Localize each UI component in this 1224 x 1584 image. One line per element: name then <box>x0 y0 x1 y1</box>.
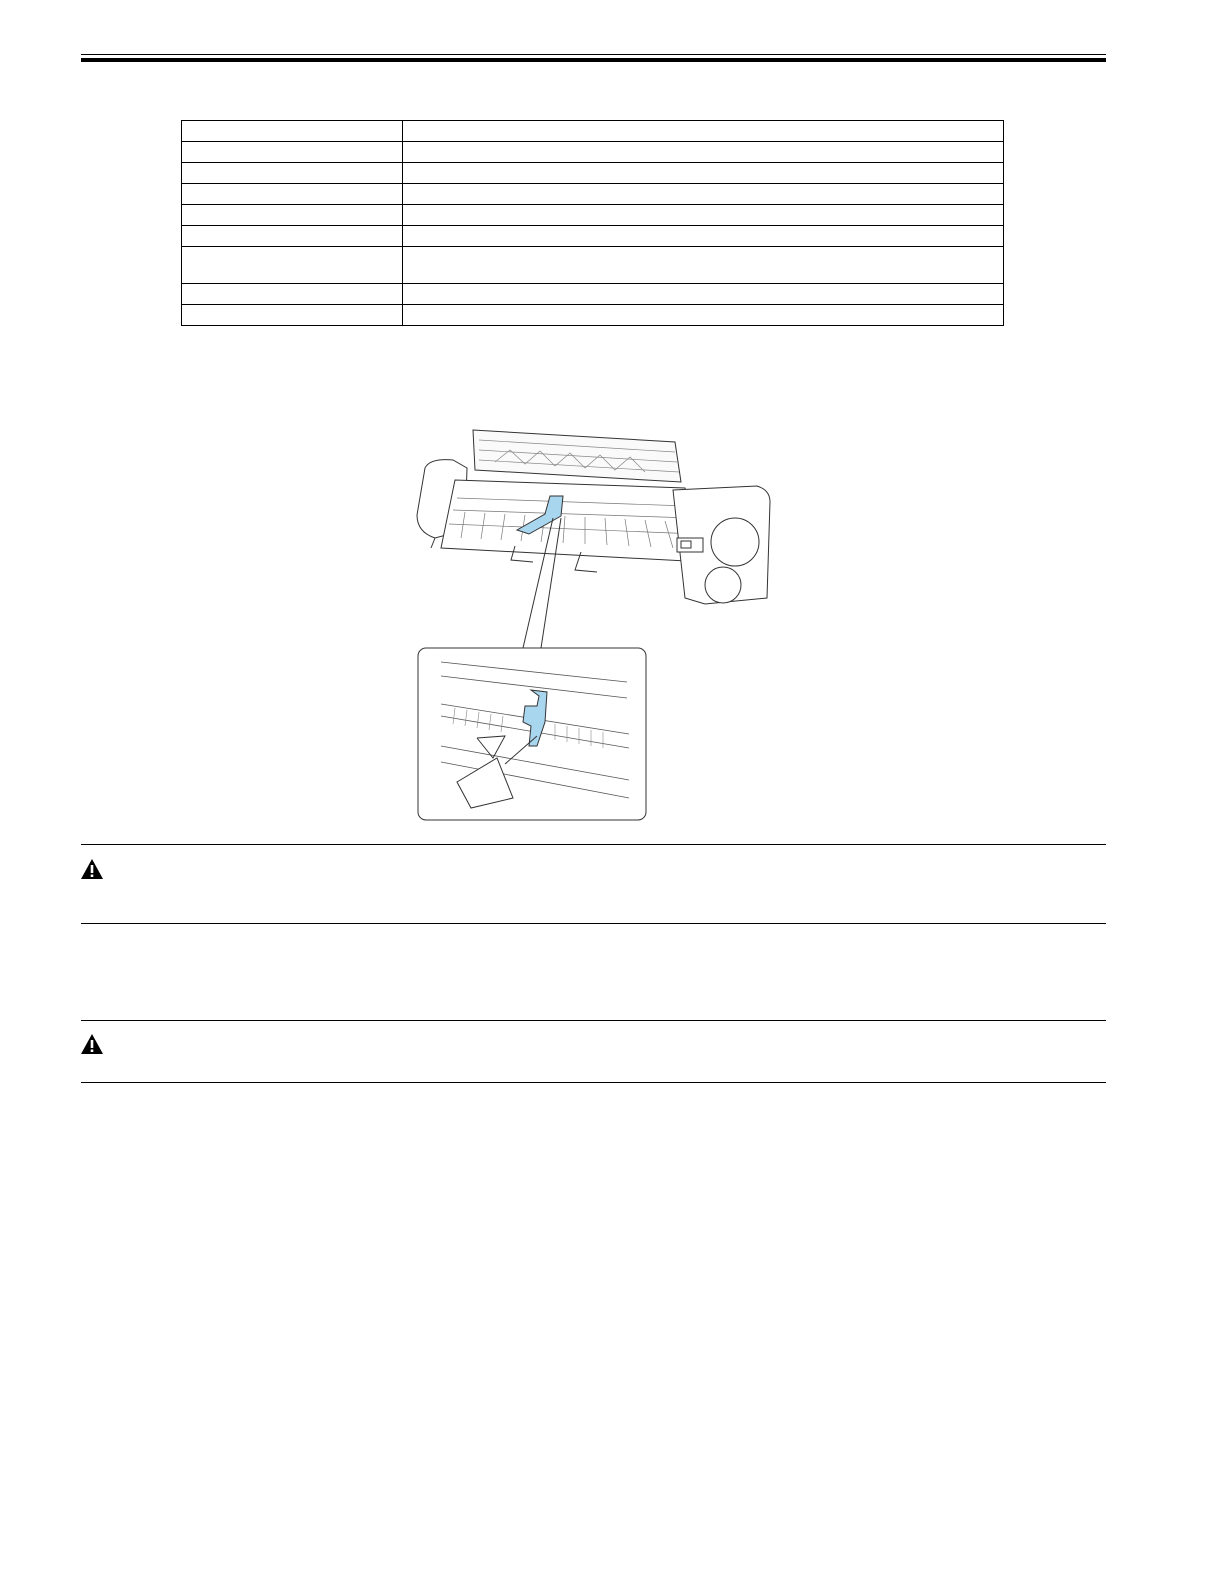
control-panel-display <box>681 541 691 548</box>
caution-rule-bottom <box>81 923 1106 924</box>
header-rule-thick <box>81 58 1106 62</box>
caution-rule-bottom <box>81 1082 1106 1083</box>
table-row <box>182 284 1004 305</box>
table-cell-label <box>182 142 403 163</box>
caution-rule-top <box>81 844 1106 845</box>
table-cell-value <box>403 184 1004 205</box>
table-row <box>182 163 1004 184</box>
table-cell-label <box>182 184 403 205</box>
roll-holder-lower <box>705 567 741 603</box>
table-row <box>182 205 1004 226</box>
table-cell-value <box>403 305 1004 326</box>
table-cell-value <box>403 226 1004 247</box>
spec-table <box>181 120 1004 326</box>
table-cell-value <box>403 247 1004 284</box>
table-cell-value <box>403 284 1004 305</box>
table-row <box>182 184 1004 205</box>
table-cell-label <box>182 226 403 247</box>
warning-icon <box>80 1033 104 1055</box>
table-cell-label <box>182 305 403 326</box>
table-cell-label <box>182 121 403 142</box>
table-cell-value <box>403 205 1004 226</box>
table-cell-value <box>403 163 1004 184</box>
table-cell-value <box>403 142 1004 163</box>
table-row <box>182 121 1004 142</box>
table-cell-value <box>403 121 1004 142</box>
table-row <box>182 305 1004 326</box>
table-cell-label <box>182 163 403 184</box>
warning-icon <box>80 858 104 880</box>
table-cell-label <box>182 205 403 226</box>
table-row <box>182 226 1004 247</box>
printer-body <box>441 480 705 562</box>
table-row <box>182 142 1004 163</box>
printer-illustration <box>405 420 775 825</box>
table-cell-label <box>182 247 403 284</box>
roll-holder-upper <box>711 518 759 566</box>
header-rule-thin <box>81 54 1106 55</box>
table-cell-label <box>182 284 403 305</box>
caution-rule-top <box>81 1020 1106 1021</box>
table-row <box>182 247 1004 284</box>
